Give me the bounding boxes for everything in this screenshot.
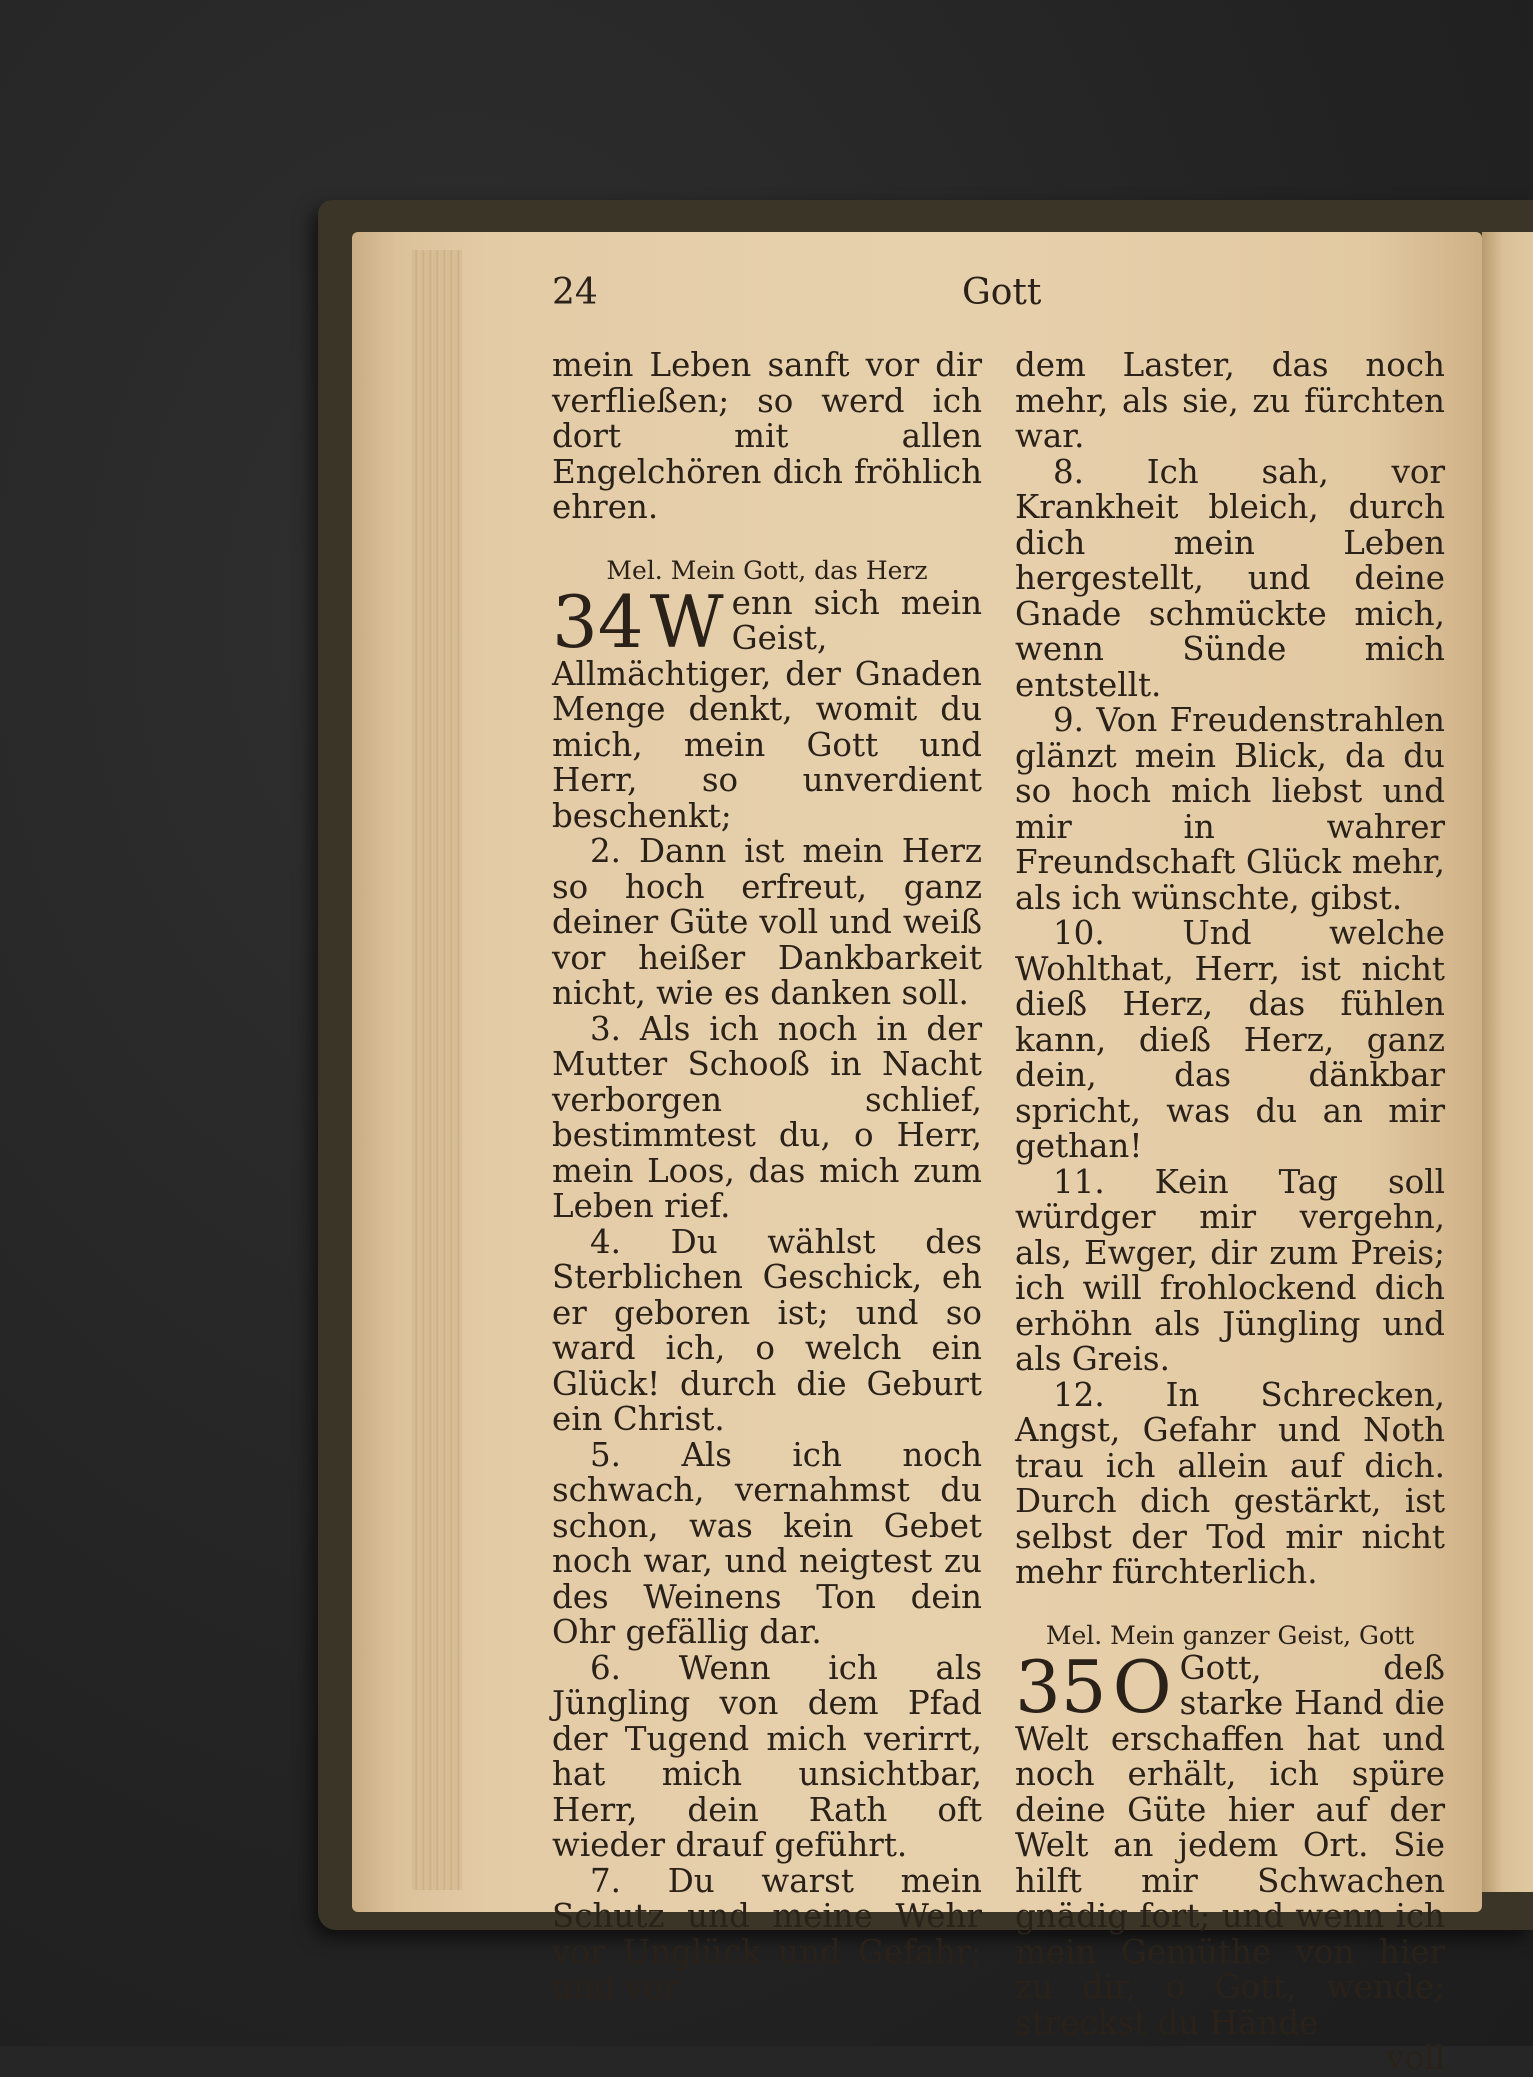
hymn-opening: Gott, deß starke Hand die Welt erschaffen hat und noch erhält, ich spüre deine Güte hier auf der Welt an jedem Ort. Sie hilft mir Schwachen gnädig fort; und wenn ich mein Gemüthe von hier zu dir, o Gott, wende; streckst du Hände (1015, 1648, 1445, 2042)
hymn-35 (1015, 1644, 1445, 2042)
verse: 7. Du warst mein Schutz und meine Wehr vor Unglück und Gefahr; und vor (552, 1861, 982, 2006)
hymn-34 (552, 579, 982, 835)
catchword: voll (1386, 2039, 1445, 2077)
drop-cap: O (1112, 1644, 1172, 1729)
verse: 4. Du wählst des Sterblichen Geschick, eh er geboren ist; und so ward ich, o welch ein Glück! durch die Geburt ein Christ. (552, 1222, 982, 1438)
verse: 11. Kein Tag soll würdger mir vergehn, als, Ewger, dir zum Preis; ich will frohlockend dich erhöhn als Jüngling und als Greis. (1015, 1162, 1445, 1378)
melody-note: Mel. Mein ganzer Geist, Gott (1045, 1620, 1415, 1650)
continuation-text: mein Leben sanft vor dir verfließen; so werd ich dort mit allen Engelchören dich fröhlich ehren. (552, 346, 982, 526)
verse: 6. Wenn ich als Jüngling von dem Pfad der Tugend mich verirrt, hat mich unsichtbar, Herr, dein Rath oft wieder drauf geführt. (552, 1648, 982, 1864)
hymn-opening: enn sich mein Geist, Allmächtiger, der Gnaden Menge denkt, womit du mich, mein Gott und Herr, so unverdient beschenkt; (552, 583, 982, 835)
verse: 12. In Schrecken, Angst, Gefahr und Noth trau ich allein auf dich. Durch dich gestärkt, ist selbst der Tod mir nicht mehr fürchterlich. (1015, 1375, 1445, 1591)
verse: 5. Als ich noch schwach, vernahmst du schon, was kein Gebet noch war, und neigtest zu des Weinens Ton dein Ohr gefällig dar. (552, 1435, 982, 1651)
page-number: 24 (552, 272, 598, 313)
left-column (552, 348, 982, 2006)
verse: 10. Und welche Wohlthat, Herr, ist nicht dieß Herz, das fühlen kann, dieß Herz, ganz dein, das dänkbar spricht, was du an mir gethan! (1015, 914, 1445, 1165)
verse: 8. Ich sah, vor Krankheit bleich, durch dich mein Leben hergestellt, und deine Gnade schmückte mich, wenn Sünde mich entstellt. (1015, 452, 1445, 704)
verse: 3. Als ich noch in der Mutter Schooß in Nacht verborgen schlief, bestimmtest du, o Herr, mein Loos, das mich zum Leben rief. (552, 1009, 982, 1225)
drop-cap: W (649, 579, 724, 664)
right-column (1015, 348, 1445, 2077)
continuation-text: dem Laster, das noch mehr, als sie, zu fürchten war. (1015, 346, 1445, 455)
verse: 9. Von Freudenstrahlen glänzt mein Blick, da du so hoch mich liebst und mir in wahrer Freundschaft Glück mehr, als ich wünschte, gibst. (1015, 701, 1445, 917)
verse: 2. Dann ist mein Herz so hoch erfreut, ganz deiner Güte voll und weiß vor heißer Dankbarkeit nicht, wie es danken soll. (552, 832, 982, 1012)
running-title: Gott (962, 272, 1042, 313)
page-edges (412, 250, 462, 1890)
hymn-number: 34 (552, 579, 644, 664)
hymn-number: 35 (1015, 1644, 1107, 1729)
melody-note: Mel. Mein Gott, das Herz (606, 555, 928, 585)
next-page-edge (1482, 232, 1533, 1892)
